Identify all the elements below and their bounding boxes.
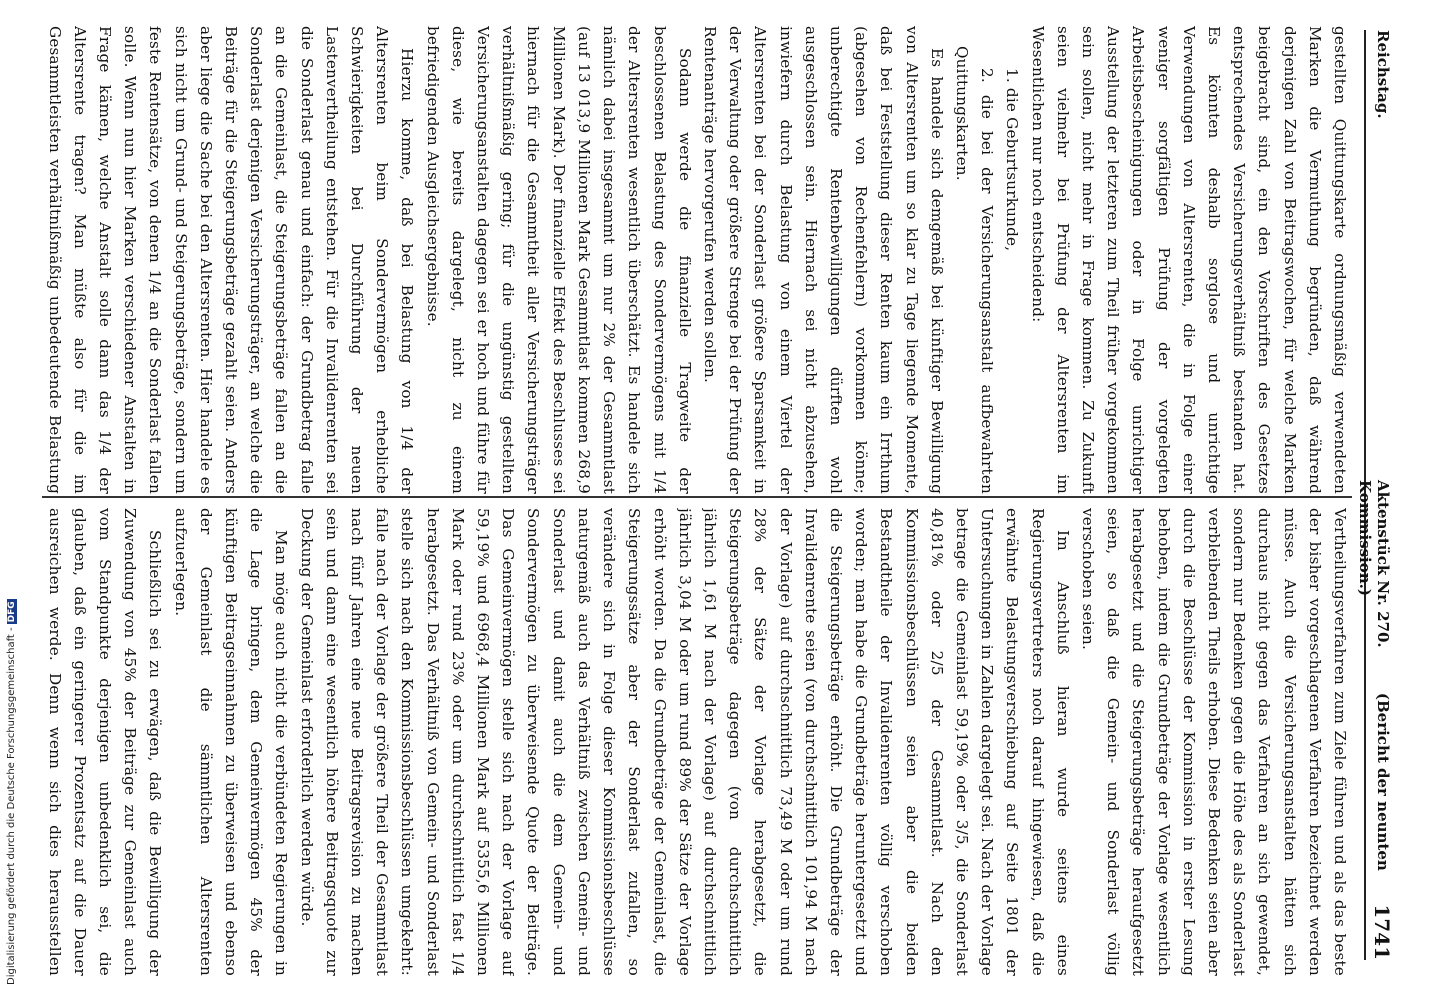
dfg-logo: DFG [7,601,17,623]
header-document-number: Aktenstück Nr. 270. [1374,480,1392,648]
page-number: 1741 [1370,904,1394,960]
header-center [1356,480,1392,960]
page-header [1356,30,1396,960]
paragraph: Sodann werde die finanzielle Tragweite der beschlossenen Belastung des Sondervermögens mit 1/4 der Altersrenten wesentlich überschätzt. Es handele sich nämlich dabei insgesammt um nur 2% der Gesammtlast (auf 13 013,9 Millionen Mark Gesammtlast kommen 268,9 Millionen Mark). Der finanzielle Effekt des Beschlusses sei hiernach für die Gesammtheit aller Versicherungsträger verhältnißmäßig gering; für die ungünstig gestellten Versicherungsanstalten dagegen sei er hoch und führe für diese, wie bereits dargelegt, nicht zu einem befriedigenden Ausgleichsergebnisse. [423,26,694,494]
paragraph: Man möge auch nicht die verbündeten Regierungen in die Lage bringen, dem Gemeinvermögen 45% der künftigen Beitragseinnahmen zu überweisen und ebenso der Gemeinlast die sämmtlichen Altersrenten aufzuerlegen. [171,508,291,976]
paragraph: Schließlich sei zu erwägen, daß die Bewilligung der Zuwendung von 45% der Beiträge zur Gemeinlast auch vom Standpunkte derjenigen unbedenklich sei, die glauben, daß ein geringerer Prozentsatz auf die Dauer ausreichen werde. Denn wenn sich dies herausstellen [45,508,165,976]
paragraph: Hierzu komme, daß bei Belastung von 1/4 der Altersrenten beim Sondervermögen erhebliche Schwierigkeiten bei Durchführung der neuen Lastenvertheilung entstehen. Für die Invalidenrenten sei die Sonderlast genau und einfach: der Grundbetrag falle an die Gemeinlast, die Steigerungsbeträge fallen an die Sonderlast derjenigen Versicherungsträger, an welche die Beiträge für die Steigerungsbeträge gezahlt seien. Anders aber liege die Sache bei den Altersrenten. Hier handele es sich nicht um Grund- und Steigerungsbeträge, sondern um feste Rentensätze, von denen 1/4 an die Sonderlast fallen solle. Wenn nun hier Marken verschiedener Anstalten in Frage kämen, welche Anstalt solle dann das 1/4 der Altersrente tragen? Man müßte also für die im Gesammtleisten verhältnißmäßig unbedeutende Belastung [45,26,417,494]
list-item: 2. die bei der Versicherungsanstalt aufbewahrten Quittungskarten. [952,46,997,494]
list-item: 1. die Geburtsurkunde, [1003,68,1022,252]
left-column [42,26,1352,494]
credit-text: Digitalisierung gefördert durch die Deutsche Forschungsgemeinschaft - [6,627,17,985]
right-column [42,508,1352,976]
column-divider [42,496,1352,498]
header-report-title: (Bericht der neunten Kommission.) [1356,480,1392,871]
header-left: Reichstag. [1374,30,1392,119]
paragraph: Es handele sich demgemäß bei künftiger Bewilligung von Altersrenten um so klar zu Tage liegende Momente, daß bei Feststellung dieser Renten kaum ein Irrthum (abgesehen von Rechenfehlern) vorkommen könne; unberechtigte Rentenbewilligungen dürften wohl ausgeschlossen sein. Hiernach sei nicht abzusehen, inwiefern durch Belastung von einem Viertel der Altersrenten bei der Sonderlast größere Sparsamkeit in der Verwaltung oder größere Strenge bei der Prüfung der Rentenanträge hervorgerufen werden sollen. [700,26,946,494]
paragraph: gestellten Quittungskarte ordnungsmäßig verwendeten Marken die Vermuthung begründen, daß während derjenigen Zahl von Beitragswochen, für welche Marken beigebracht sind, ein den Vorschriften des Gesetzes entsprechendes Versicherungsverhältniß bestanden hat. Es könnten deshalb sorglose und unrichtige Verwendungen von Altersrenten, die in Folge einer weniger sorgfältigen Prüfung der vorgelegten Arbeitsbescheinigungen oder in Folge unrichtiger Ausstellung der letzteren zum Theil früher vorgekommen sein sollen, nicht mehr in Frage kommen. Zu Zukunft seien vielmehr bei Prüfung der Altersrenten im Wesentlichen nur noch entscheidend: [1028,26,1349,494]
paragraph: Im Anschluß hieran wurde seitens eines Regierungsvertreters noch darauf hingewiesen, daß die erwähnte Belastungsverschiebung auf Seite 1801 der Untersuchungen in Zahlen dargelegt sei. Nach der Vorlage betrage die Gemeinlast 59,19% oder 3/5, die Sonderlast 40,81% oder 2/5 der Gesammtlast. Nach den Kommissionsbeschlüssen seien aber die beiden Bestandtheile der Invalidenrenten völlig verschoben worden; man habe die Grundbeträge heruntergesetzt und die Steigerungsbeträge erhöht. Die Grundbeträge der Invalidenrente seien (von durchschnittlich 101,94 M nach der Vorlage) auf durchschnittlich 73,49 M oder um rund 28% der Sätze der Vorlage herabgesetzt, die Steigerungsbeträge dagegen (von durchschnittlich jährlich 1,61 M nach der Vorlage) auf durchschnittlich jährlich 3,04 M oder um rund 89% der Sätze der Vorlage erhöht worden. Da die Grundbeträge der Gemeinlast, die Steigerungssätze aber der Sonderlast zufallen, so verändere sich in Folge dieser Kommissionsbeschlüsse naturgemäß auch das Verhältniß zwischen Gemein- und Sonderlast und damit auch die dem Gemein- und Sondervermögen zu überweisende Quote der Beiträge. Das Gemeinvermögen stelle sich nach der Vorlage auf 59,19% und 6968,4 Millionen Mark auf 5355,6 Millionen Mark oder rund 23% oder um durchschnittlich fast 1/4 herabgesetzt. Das Verhältniß von Gemein- und Sonderlast stelle sich nach den Kommissionsbeschlüssen umgekehrt: falle nach der Vorlage der größere Theil der Gesammtlast nach fünf Jahren eine neue Beitragsrevision zu machen sein und dann eine wesentlich höhere Beitragsquote zur Deckung der Gemeinlast erforderlich werden würde. [297,508,1072,976]
paragraph: Vertheilungsverfahren zum Ziele führen und als das beste der bisher vorgeschlagenen Verfahren bezeichnet werden müsse. Auch die Versicherungsanstalten hätten sich durchaus nicht gegen das Verfahren an sich gewendet, sondern nur Bedenken gegen die Höhe des als Sonderlast verbleibenden Theils erhoben. Diese Bedenken seien aber durch die Beschlüsse der Kommission in erster Lesung behoben, indem die Grundbeträge der Vorlage wesentlich herabgesetzt und die Steigerungsbeträge heraufgesetzt seien, so daß die Gemein- und Sonderlast völlig verschoben seien. [1078,508,1349,976]
digitization-credit [6,599,17,985]
